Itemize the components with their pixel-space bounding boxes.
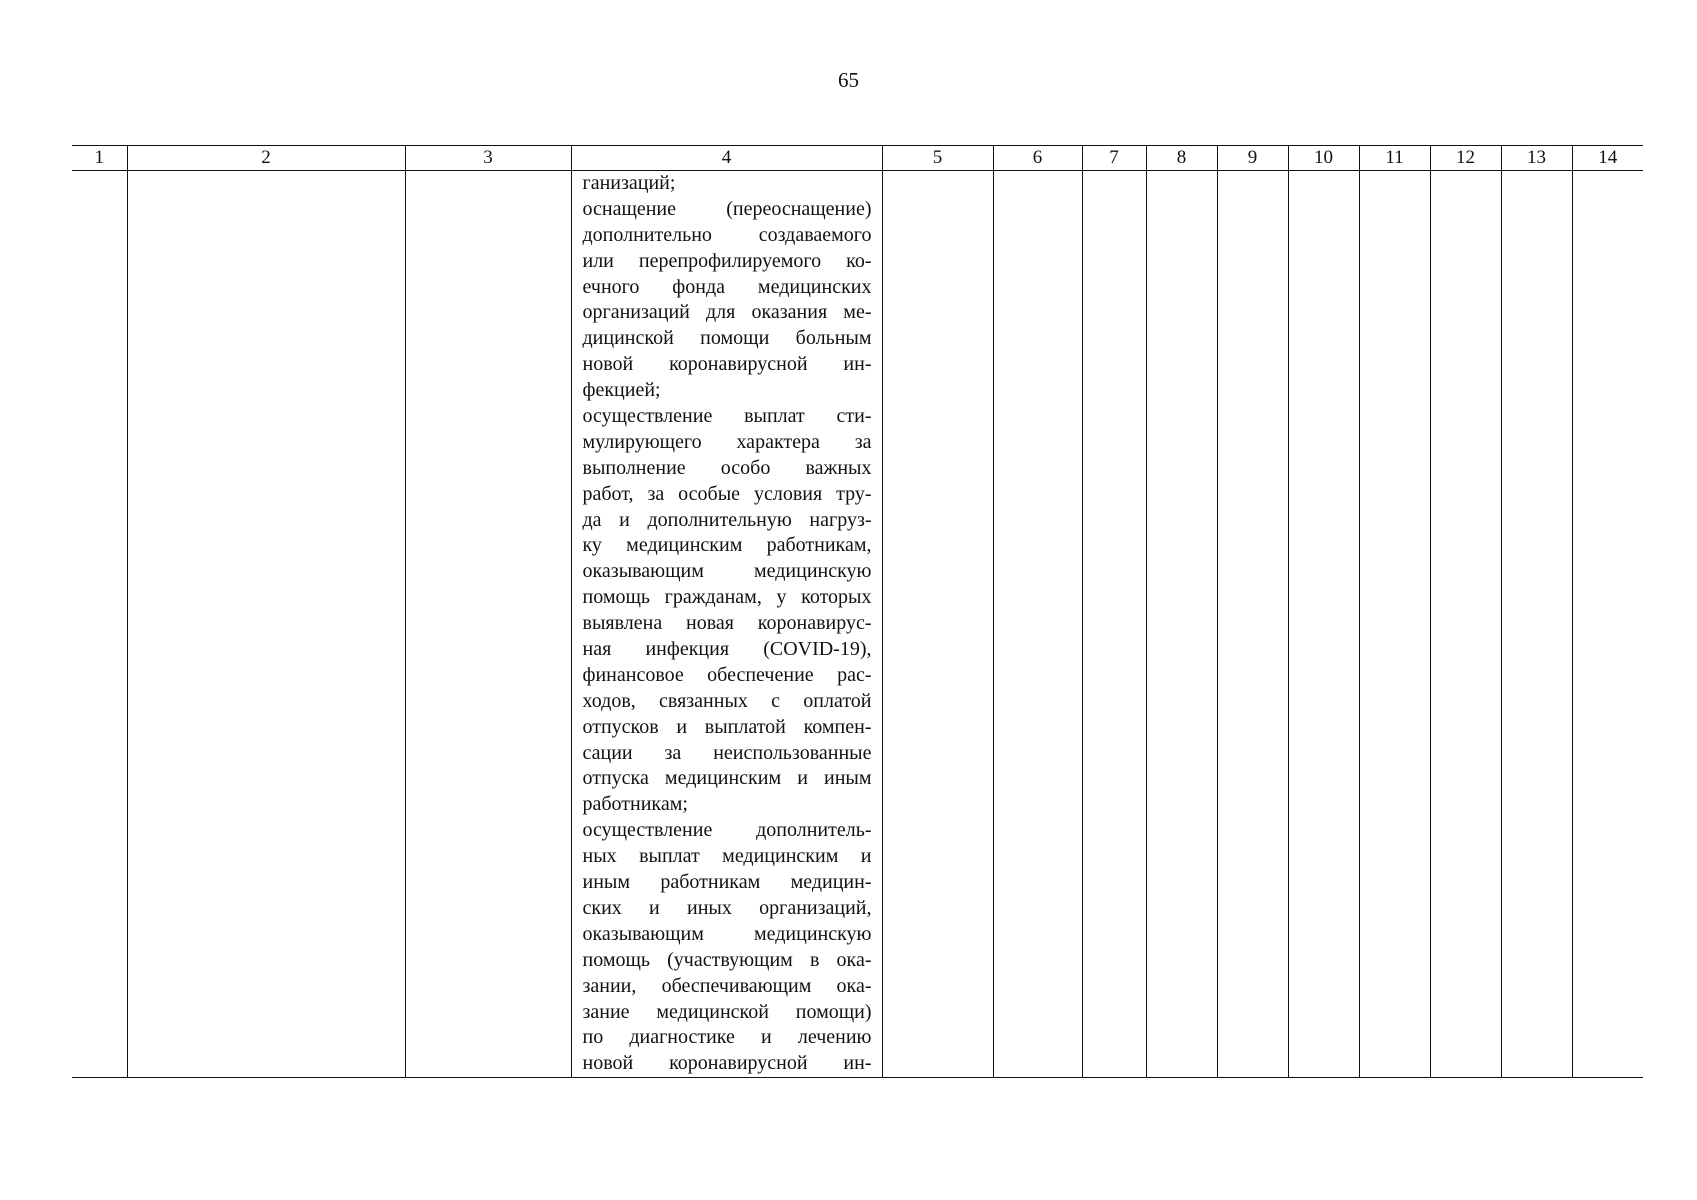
cell-col-3 (405, 171, 571, 1078)
text-line: отпусков и выплатой компен- (582, 715, 872, 738)
cell-col-6 (993, 171, 1082, 1078)
column-header-8: 8 (1146, 146, 1217, 171)
cell-col-12 (1430, 171, 1501, 1078)
cell-col-10 (1288, 171, 1359, 1078)
text-line: дицинской помощи больным (582, 327, 872, 350)
text-line: работ, за особые условия тру- (582, 482, 872, 505)
text-line: ная инфекция (COVID-19), (582, 638, 872, 661)
text-line: организаций для оказания ме- (582, 301, 872, 324)
text-line: новой коронавирусной ин- (582, 1052, 872, 1075)
text-line: ечного фонда медицинских (582, 275, 872, 298)
text-line: сации за неиспользованные (582, 741, 872, 764)
text-line: фекцией; (582, 379, 661, 402)
text-line: помощь гражданам, у которых (582, 586, 872, 609)
text-line: по диагностике и лечению (582, 1026, 872, 1049)
text-line: работникам; (582, 793, 688, 816)
column-header-9: 9 (1217, 146, 1288, 171)
cell-col-4-measures-text (571, 171, 882, 1078)
table-header-row (72, 146, 1643, 171)
text-line: оказывающим медицинскую (582, 922, 872, 945)
cell-col-5 (882, 171, 993, 1078)
text-line: отпуска медицинским и иным (582, 767, 872, 790)
text-line: ных выплат медицинским и (582, 845, 872, 868)
cell-col-11 (1359, 171, 1430, 1078)
text-line: ганизаций; (582, 172, 676, 194)
cell-col-14 (1572, 171, 1643, 1078)
text-line: ходов, связанных с оплатой (582, 689, 872, 712)
column-header-3: 3 (405, 146, 571, 171)
page-number: 65 (838, 68, 859, 92)
text-line: финансовое обеспечение рас- (582, 663, 872, 686)
text-line: оснащение (переоснащение) (582, 197, 872, 220)
text-line: или перепрофилируемого ко- (582, 249, 872, 272)
text-line: иным работникам медицин- (582, 871, 872, 894)
column-header-2: 2 (127, 146, 405, 171)
column-header-5: 5 (882, 146, 993, 171)
text-line: осуществление выплат сти- (582, 405, 872, 428)
table-row (72, 171, 1643, 1078)
cell-col-13 (1501, 171, 1572, 1078)
text-line: выполнение особо важных (582, 456, 872, 479)
cell-col-1 (72, 171, 127, 1078)
text-line: зание медицинской помощи) (582, 1000, 872, 1023)
column-header-7: 7 (1082, 146, 1146, 171)
text-line: новой коронавирусной ин- (582, 353, 872, 376)
column-header-11: 11 (1359, 146, 1430, 171)
text-line: ку медицинским работникам, (582, 534, 872, 557)
text-line: оказывающим медицинскую (582, 560, 872, 583)
cell-col-9 (1217, 171, 1288, 1078)
column-header-10: 10 (1288, 146, 1359, 171)
text-line: мулирующего характера за (582, 430, 872, 453)
cell-col-8 (1146, 171, 1217, 1078)
text-line: дополнительно создаваемого (582, 223, 872, 246)
text-line: зании, обеспечивающим ока- (582, 974, 872, 997)
column-header-14: 14 (1572, 146, 1643, 171)
cell-col-2 (127, 171, 405, 1078)
text-line: осуществление дополнитель- (582, 819, 872, 842)
measures-text-block (583, 171, 872, 1077)
text-line: да и дополнительную нагруз- (582, 508, 872, 531)
column-header-4: 4 (571, 146, 882, 171)
column-header-6: 6 (993, 146, 1082, 171)
cell-col-7 (1082, 171, 1146, 1078)
text-line: ских и иных организаций, (582, 896, 872, 919)
column-header-13: 13 (1501, 146, 1572, 171)
text-line: помощь (участвующим в ока- (582, 948, 872, 971)
document-table (72, 145, 1643, 1078)
column-header-1: 1 (72, 146, 127, 171)
column-header-12: 12 (1430, 146, 1501, 171)
text-line: выявлена новая коронавирус- (582, 612, 872, 635)
